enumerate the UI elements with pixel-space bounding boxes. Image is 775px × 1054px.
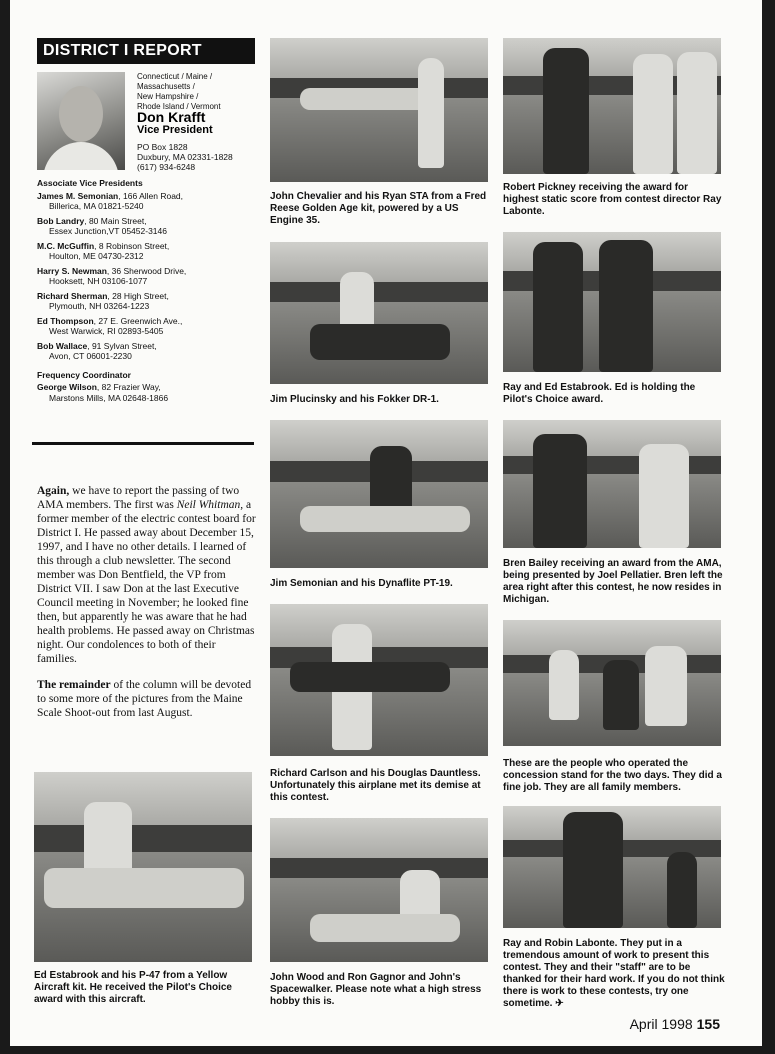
photo-person <box>400 870 440 920</box>
photo-dauntless <box>270 604 488 756</box>
vp-address <box>137 142 257 172</box>
associate-city: West Warwick, RI 02893-5405 <box>49 326 164 336</box>
section-header: DISTRICT I REPORT <box>37 38 255 64</box>
photo-p47 <box>34 772 252 962</box>
associate-address: , 27 E. Greenwich Ave., <box>93 315 183 326</box>
associate-city: Plymouth, NH 03264-1223 <box>49 301 150 311</box>
state-line: Massachusetts / <box>137 82 195 91</box>
photo-person <box>639 444 689 548</box>
article-paragraph <box>37 678 257 720</box>
photo-spacewalker <box>270 818 488 962</box>
photo-bailey-award <box>503 420 721 548</box>
associate-city: Billerica, MA 01821-5240 <box>49 201 144 211</box>
district-states <box>137 72 257 112</box>
associate-entry <box>37 316 259 337</box>
associate-city: Avon, CT 06001-2230 <box>49 351 132 361</box>
vp-title: Vice President <box>137 124 213 136</box>
associate-entry <box>37 341 259 362</box>
photo-trees <box>270 282 488 302</box>
photo-person <box>533 434 587 548</box>
portrait-face <box>59 86 103 142</box>
magazine-page <box>10 0 762 1046</box>
freq-entry <box>37 382 259 403</box>
associate-address: , 36 Sherwood Drive, <box>106 265 187 276</box>
address-line: PO Box 1828 <box>137 142 188 152</box>
photo-ground <box>270 98 488 182</box>
page-number: 155 <box>696 1016 720 1032</box>
vp-portrait-photo <box>37 72 125 170</box>
photo-caption: Ray and Ed Estabrook. Ed is holding the Pilot's Choice award. <box>503 382 696 405</box>
photo-person <box>603 660 639 730</box>
photo-concession-stand <box>503 620 721 746</box>
photo-caption: Bren Bailey receiving an award from the AMA, being presented by Joel Pellatier. Bren left the area right after this contest, he now resides in Michigan. <box>503 558 723 605</box>
photo-airplane <box>290 662 450 692</box>
photo-caption: Jim Semonian and his Dynaflite PT-19. <box>270 578 453 589</box>
associate-address: , 91 Sylvan Street, <box>87 340 157 351</box>
associate-name: M.C. McGuffin <box>37 240 95 251</box>
freq-address: , 82 Frazier Way, <box>96 382 161 392</box>
state-line: New Hampshire / <box>137 92 199 101</box>
associate-city: Hooksett, NH 03106-1077 <box>49 276 148 286</box>
photo-trees <box>34 825 252 852</box>
portrait-shirt <box>43 142 119 170</box>
associate-city: Essex Junction,VT 05452-3146 <box>49 226 167 236</box>
associate-entry <box>37 291 259 312</box>
associate-vp-list <box>37 178 259 407</box>
page-footer <box>630 1016 720 1032</box>
photo-person <box>533 242 583 372</box>
photo-caption: John Chevalier and his Ryan STA from a Fred Reese Golden Age kit, powered by a US Engine 35. <box>270 191 487 226</box>
article-paragraph <box>37 484 257 666</box>
associate-address: , 8 Robinson Street, <box>94 240 170 251</box>
paragraph-text: of the column will be devoted to some more of the pictures from the Maine Scale Shoot-out from last August. <box>37 679 252 719</box>
associate-name: Richard Sherman <box>37 290 108 301</box>
photo-person <box>340 272 374 332</box>
freq-city: Marstons Mills, MA 02648-1866 <box>49 392 169 403</box>
associate-name: Harry S. Newman <box>37 265 107 276</box>
photo-person <box>599 240 653 372</box>
issue-date: April 1998 <box>629 1016 693 1032</box>
section-divider <box>32 442 254 445</box>
photo-person <box>84 802 132 872</box>
photo-airplane <box>300 506 470 532</box>
photo-person <box>667 852 697 928</box>
associate-address: , 166 Allen Road, <box>118 190 184 201</box>
paragraph-lead: The remainder <box>37 679 111 691</box>
photo-person <box>645 646 687 726</box>
photo-pickney-award <box>503 38 721 174</box>
associate-name: Bob Wallace <box>37 340 88 351</box>
photo-person <box>563 812 623 928</box>
vp-name: Don Krafft <box>137 109 206 125</box>
freq-name: George Wilson <box>37 382 97 392</box>
photo-fokker <box>270 242 488 384</box>
article-body <box>37 484 257 732</box>
state-line: Connecticut / Maine / <box>137 72 213 81</box>
photo-person <box>633 54 673 174</box>
paragraph-lead: Again, <box>37 485 70 497</box>
photo-caption: These are the people who operated the concession stand for the two days. They did a fine job. They are all family members. <box>503 758 722 793</box>
photo-person <box>418 58 444 168</box>
state-line: Rhode Island / Vermont <box>137 102 221 111</box>
photo-pt19 <box>270 420 488 568</box>
photo-airplane <box>310 914 460 942</box>
paragraph-text: , a former member of the electric contest board for District I. He passed away about December 15, 1997, and I have no other details. I learned of this through a club newsletter. The second member was Don Bentfield, the VP from District VII. I saw Don at the last Executive Council meeting in November; he looked fine then, but apparently he was aware that he had health problems. He passed away on Christmas night. Our condolences to both of their families. <box>37 499 256 665</box>
photo-caption: Jim Plucinsky and his Fokker DR-1. <box>270 394 439 405</box>
photo-person <box>543 48 589 174</box>
associate-entry <box>37 216 259 237</box>
photo-ryan-sta <box>270 38 488 182</box>
address-line: (617) 934-6248 <box>137 162 196 172</box>
associate-address: , 28 High Street, <box>107 290 169 301</box>
photo-person <box>677 52 717 174</box>
paragraph-text: we have to report the passing of two AMA members. The first was <box>37 485 240 511</box>
associate-address: , 80 Main Street, <box>84 215 147 226</box>
paragraph-name: Neil Whitman <box>176 499 241 511</box>
associate-city: Houlton, ME 04730-2312 <box>49 251 144 261</box>
photo-airplane <box>44 868 244 908</box>
photo-caption: Ed Estabrook and his P-47 from a Yellow Aircraft kit. He received the Pilot's Choice award with this aircraft. <box>34 970 232 1005</box>
associate-entry <box>37 266 259 287</box>
photo-labonte <box>503 806 721 928</box>
address-line: Duxbury, MA 02331-1828 <box>137 152 233 162</box>
freq-heading: Frequency Coordinator <box>37 369 131 380</box>
photo-estabrook-pair <box>503 232 721 372</box>
photo-caption: Ray and Robin Labonte. They put in a tremendous amount of work to present this contest. They and their "staff" are to be thanked for their hard work. If you do not think there is work to these contests, try one sometime. ✈ <box>503 938 725 1009</box>
associate-name: Bob Landry <box>37 215 85 226</box>
photo-caption: Robert Pickney receiving the award for highest static score from contest director Ray Labonte. <box>503 182 722 217</box>
associate-heading: Associate Vice Presidents <box>37 178 143 188</box>
photo-caption: Richard Carlson and his Douglas Dauntless. Unfortunately this airplane met its demise at this contest. <box>270 768 481 803</box>
photo-airplane <box>310 324 450 360</box>
photo-caption: John Wood and Ron Gagnor and John's Spacewalker. Please note what a high stress hobby this is. <box>270 972 482 1007</box>
associate-entry <box>37 191 259 212</box>
associate-entry <box>37 241 259 262</box>
associate-name: Ed Thompson <box>37 315 94 326</box>
photo-trees <box>270 858 488 878</box>
associate-name: James M. Semonian <box>37 190 119 201</box>
photo-person <box>549 650 579 720</box>
